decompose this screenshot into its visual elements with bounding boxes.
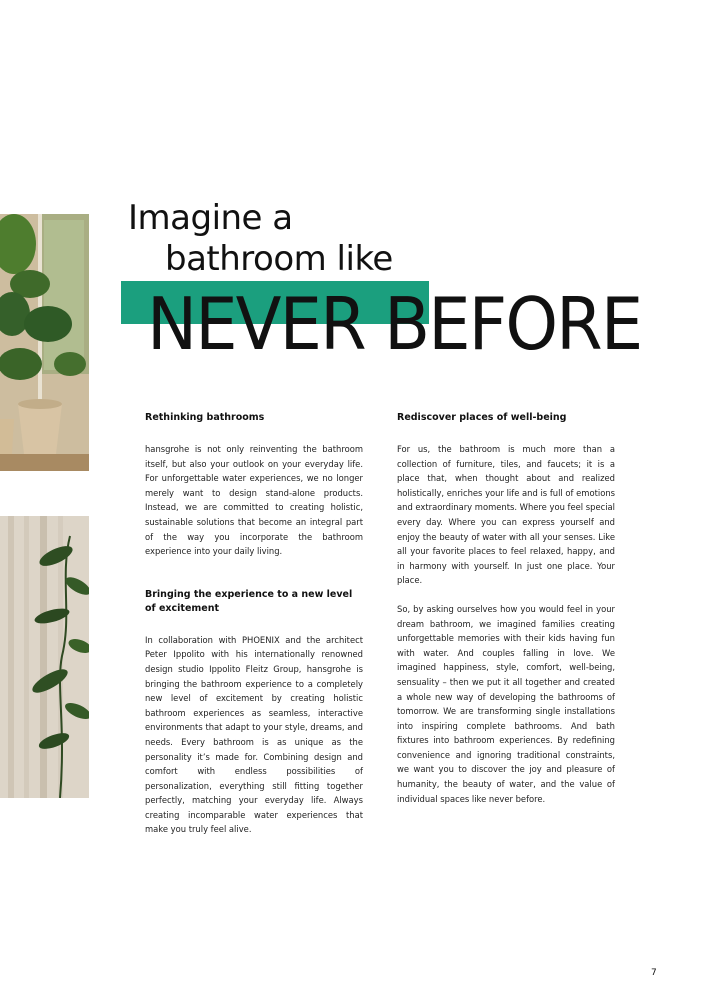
right-column <box>397 411 615 806</box>
headline-line-2: bathroom like <box>165 239 393 279</box>
section-heading-new-level: Bringing the experience to a new level of excitement <box>145 588 353 614</box>
headline-line-1: Imagine a <box>128 198 293 238</box>
headline-never-before: NEVER BEFORE <box>147 282 642 366</box>
left-column <box>145 411 363 837</box>
section-heading-rethinking: Rethinking bathrooms <box>145 412 265 423</box>
section-body-well-being-1: For us, the bathroom is much more than a collection of furniture, tiles, and faucets; it is a place that, when thought about and realized holistically, enriches your life and is full of emotions and extraordinary moments. Where you feel special every day. Where you can express yourself and enjoy the beauty of water with all your senses. Like all your favorite places to feel relaxed, happy, and in harmony with yourself. In just one place. Your place. <box>397 444 616 586</box>
plant-illustration-bottom <box>0 516 89 798</box>
section-heading-well-being: Rediscover places of well-being <box>397 412 567 423</box>
page-number: 7 <box>651 968 657 978</box>
plant-photo-bottom <box>0 516 89 798</box>
section-body-well-being-2: So, by asking ourselves how you would feel in your dream bathroom, we imagined families creating unforgettable memories with their kids having fun with water. And couples falling in love. We imagined happiness, style, comfort, well-being, sensuality – then we put it all together and created a whole new way of developing the bathrooms of tomorrow. We are transforming single installations into inspiring complete bathrooms. And bath fixtures into bathroom experiences. By redefining convenience and ignoring traditional constraints, we want you to discover the joy and pleasure of humanity, the beauty of water, and the value of individual spaces like never before. <box>397 603 615 804</box>
section-body-rethinking: hansgrohe is not only reinventing the bathroom itself, but also your outlook on your everyday life. For unforgettable water experiences, we no longer merely want to design stand-alone products. Instead, we are committed to creating holistic, sustainable solutions that become an integral part of the way you incorporate the bathroom experience into your daily living. <box>145 444 363 557</box>
section-body-new-level: In collaboration with PHOENIX and the architect Peter Ippolito with his internationally renowned design studio Ippolito Fleitz Group, hansgrohe is bringing the bathroom experience to a completely new level of excitement by creating holistic bathroom experiences as seamless, interactive environments that adapt to your style, dreams, and needs. Every bathroom is as unique as the personality it’s made for. Combining design and comfort with endless possibilities of personalization, everything still fitting together perfectly, matching your everyday life. Always creating incomparable water experiences that make you truly feel alive. <box>145 634 363 835</box>
plant-illustration-top <box>0 214 89 471</box>
plant-photo-top <box>0 214 89 471</box>
